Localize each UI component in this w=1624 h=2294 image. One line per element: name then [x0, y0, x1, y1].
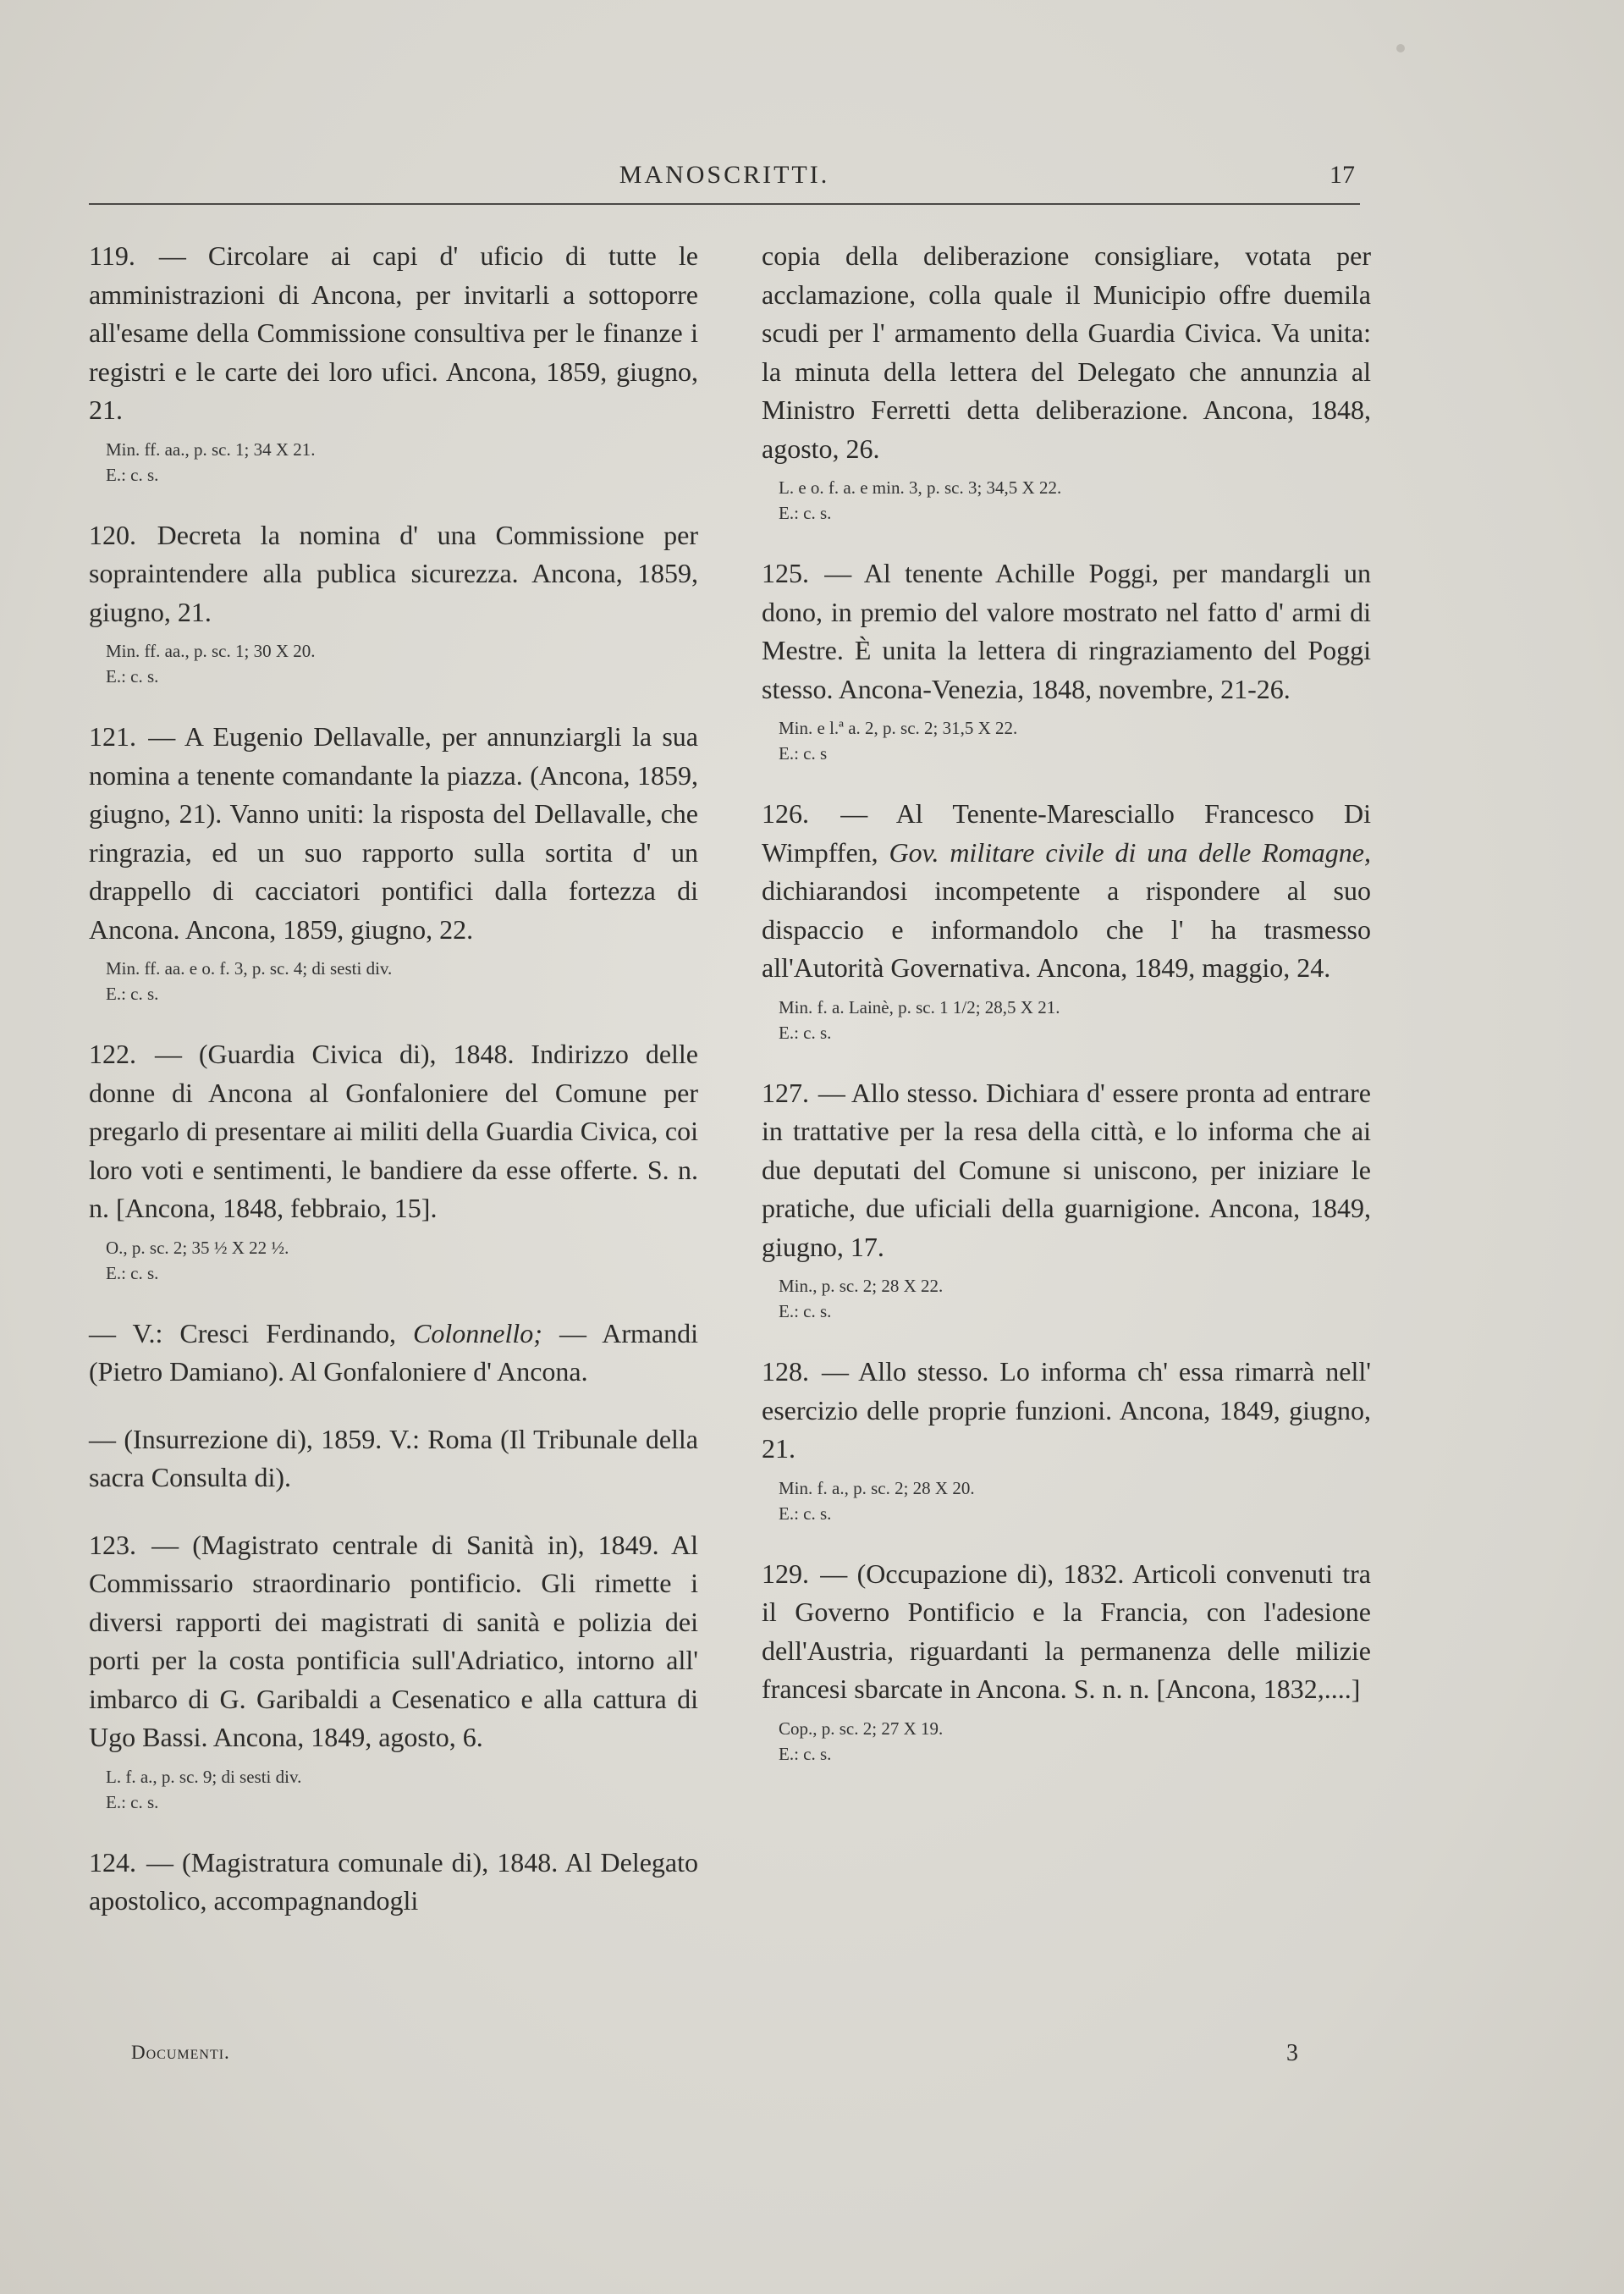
entry-text — [89, 1526, 698, 1757]
entry-number: 120. — [89, 519, 136, 550]
entry-reference: L. e o. f. a. e min. 3, p. sc. 3; 34,5 X 22. — [779, 477, 1062, 498]
entry-lead: — Al Tenente-Maresciallo Francesco Di Wimpffen, — [762, 798, 1372, 868]
entry-reference: Min., p. sc. 2; 28 X 22. — [779, 1276, 944, 1296]
running-head — [89, 161, 1360, 205]
entry-reference: Min. e l.ª a. 2, p. sc. 2; 31,5 X 22. — [779, 718, 1018, 738]
entry-reference: Min. ff. aa. e o. f. 3, p. sc. 4; di sesti div. — [106, 958, 393, 979]
entry-body: dichiarandosi incompetente a rispondere al suo dispaccio e informandolo che l' ha trasmesso all'Autorità Governativa. Ancona, 1849, maggio, 24. — [762, 875, 1371, 983]
entry-number: 124. — [89, 1846, 136, 1878]
entry-reference: Cop., p. sc. 2; 27 X 19. — [779, 1718, 944, 1739]
entry-body: — (Occupazione di), 1832. Articoli convenuti tra il Governo Pontificio e la Francia, con l'adesione dell'Austria, riguardanti la permanenza delle milizie francesi sbarcate in Ancona. S. n. n. [Ancona, 1832,....] — [762, 1558, 1371, 1704]
entry-reference: L. f. a., p. sc. 9; di sesti div. — [106, 1766, 302, 1787]
entry-body: — (Guardia Civica di), 1848. Indirizzo delle donne di Ancona al Gonfaloniere del Comune per pregarlo di presentare ai militi della Guardia Civica, coi loro voti e sentimenti, le bandiere da esse offerte. S. n. n. [Ancona, 1848, febbraio, 15]. — [89, 1039, 699, 1223]
entry-text — [762, 554, 1371, 709]
entry-text — [89, 1844, 698, 1921]
entry-body: copia della deliberazione consigliare, votata per acclamazione, colla quale il Municipio offre duemila scudi per l' armamento della Guardia Civica. Va unita: la minuta della lettera del Delegato che annunzia al Ministro Ferretti detta deliberazione. Ancona, 1848, agosto, 26. — [762, 240, 1371, 464]
entry-text — [762, 237, 1371, 468]
entry-reference: E.: c. s. — [106, 464, 159, 485]
page-number: 17 — [1329, 161, 1355, 189]
entry-reference: E.: c. s. — [779, 1301, 832, 1321]
entry-body: — (Magistrato centrale di Sanità in), 1849. Al Commissario straordinario pontificio. Gli rimette i diversi rapporti dei magistrati di sanità e polizia dei porti per la costa pontificia sull'Adriatico, intorno all' imbarco di G. Garibaldi a Cesenatico e alla cattura di Ugo Bassi. Ancona, 1849, agosto, 6. — [89, 1529, 699, 1752]
catalog-entry — [89, 1526, 698, 1815]
entry-reference: E.: c. s — [779, 743, 828, 764]
catalog-entry — [89, 718, 698, 1006]
entry-reference: E.: c. s. — [106, 666, 159, 687]
entry-text — [762, 1074, 1371, 1267]
entry-italic-title: Gov. militare civile di una delle Romagne, — [889, 836, 1372, 868]
entry-number: 119. — [89, 240, 135, 271]
entry-italic-title: Colonnello; — [413, 1317, 542, 1348]
entry-text — [89, 1315, 698, 1392]
signature-mark: Documenti. — [131, 2042, 230, 2063]
paper-speck — [1396, 44, 1405, 52]
entry-number: 127. — [762, 1077, 809, 1108]
entry-reference: E.: c. s. — [106, 1262, 159, 1283]
entry-body: — Circolare ai capi d' uficio di tutte le amministrazioni di Ancona, per invitarli a sottoporre all'esame della Commissione consultiva per le finanze i registri e le carte dei loro ufici. Ancona, 1859, giugno, 21. — [89, 240, 699, 425]
sheet-number: 3 — [1286, 2040, 1298, 2066]
catalog-entry — [89, 237, 698, 488]
entry-body: — (Magistratura comunale di), 1848. Al Delegato apostolico, accompagnandogli — [89, 1846, 699, 1916]
entry-text — [762, 1555, 1371, 1709]
entry-body: — Al tenente Achille Poggi, per mandargli un dono, in premio del valore mostrato nel fatto d' armi di Mestre. È unita la lettera di ringraziamento del Poggi stesso. Ancona-Venezia, 1848, novembre, 21-26. — [762, 558, 1371, 704]
entry-reference: E.: c. s. — [106, 984, 159, 1004]
entry-number: 128. — [762, 1356, 809, 1387]
entry-reference: E.: c. s. — [106, 1791, 159, 1812]
entry-body: Decreta la nomina d' una Commissione per sopraintendere alla publica sicurezza. Ancona, 1859, giugno, 21. — [89, 519, 699, 627]
entry-text — [762, 1353, 1371, 1469]
entry-reference: E.: c. s. — [779, 1503, 832, 1524]
entry-body: — Allo stesso. Dichiara d' essere pronta ad entrare in trattative per la resa della città, e lo informa che ai due deputati del Comune si uniscono, per iniziare le pratiche, due uficiali della guarnigione. Ancona, 1849, giugno, 17. — [762, 1077, 1372, 1262]
entry-lead: — V.: Cresci Ferdinando, — [89, 1317, 414, 1348]
entry-number: 122. — [89, 1039, 136, 1069]
catalog-entry — [89, 1035, 698, 1286]
entry-reference: E.: c. s. — [779, 1743, 832, 1764]
catalog-entry — [89, 1315, 698, 1392]
entry-reference: E.: c. s. — [779, 503, 832, 523]
running-head-title: MANOSCRITTI. — [619, 161, 830, 189]
entry-text — [89, 1420, 698, 1497]
entry-body: — Armandi (Pietro Damiano). Al Gonfaloniere d' Ancona. — [89, 1317, 699, 1387]
entry-number: 126. — [762, 798, 809, 829]
left-column — [89, 237, 698, 1949]
catalog-entry — [762, 1074, 1371, 1325]
entry-body: — (Insurrezione di), 1859. V.: Roma (Il Tribunale della sacra Consulta di). — [89, 1423, 698, 1492]
right-column — [762, 237, 1371, 1795]
catalog-entry — [762, 237, 1371, 526]
entry-reference: Min. f. a. Lainè, p. sc. 1 1/2; 28,5 X 21. — [779, 996, 1060, 1017]
entry-text — [762, 795, 1371, 988]
catalog-entry — [762, 795, 1371, 1045]
entry-text — [89, 718, 698, 949]
entry-reference: O., p. sc. 2; 35 ½ X 22 ½. — [106, 1237, 289, 1258]
catalog-entry — [89, 1420, 698, 1497]
catalog-entry — [89, 1844, 698, 1921]
entry-text — [89, 516, 698, 632]
entry-number: 123. — [89, 1529, 136, 1560]
entry-reference: Min. ff. aa., p. sc. 1; 30 X 20. — [106, 641, 316, 661]
entry-number: 129. — [762, 1558, 809, 1589]
catalog-entry — [762, 1555, 1371, 1767]
entry-reference: Min. ff. aa., p. sc. 1; 34 X 21. — [106, 438, 316, 460]
entry-number: 125. — [762, 558, 809, 588]
entry-text — [89, 237, 698, 430]
catalog-entry — [762, 554, 1371, 766]
entry-text — [89, 1035, 698, 1228]
entry-reference: Min. f. a., p. sc. 2; 28 X 20. — [779, 1477, 975, 1498]
entry-number: 121. — [89, 721, 136, 752]
entry-reference: E.: c. s. — [779, 1022, 832, 1043]
entry-body: — Allo stesso. Lo informa ch' essa rimarrà nell' esercizio delle proprie funzioni. Ancona, 1849, giugno, 21. — [762, 1356, 1372, 1464]
entry-body: — A Eugenio Dellavalle, per annunziargli la sua nomina a tenente comandante la piazza. (Ancona, 1859, giugno, 21). Vanno uniti: la risposta del Dellavalle, che ringrazia, ed un suo rapporto sulla sortita d' un drappello di cacciatori pontifici dalla fortezza di Ancona. Ancona, 1859, giugno, 22. — [89, 721, 699, 945]
catalog-entry — [762, 1353, 1371, 1526]
catalog-entry — [89, 516, 698, 690]
